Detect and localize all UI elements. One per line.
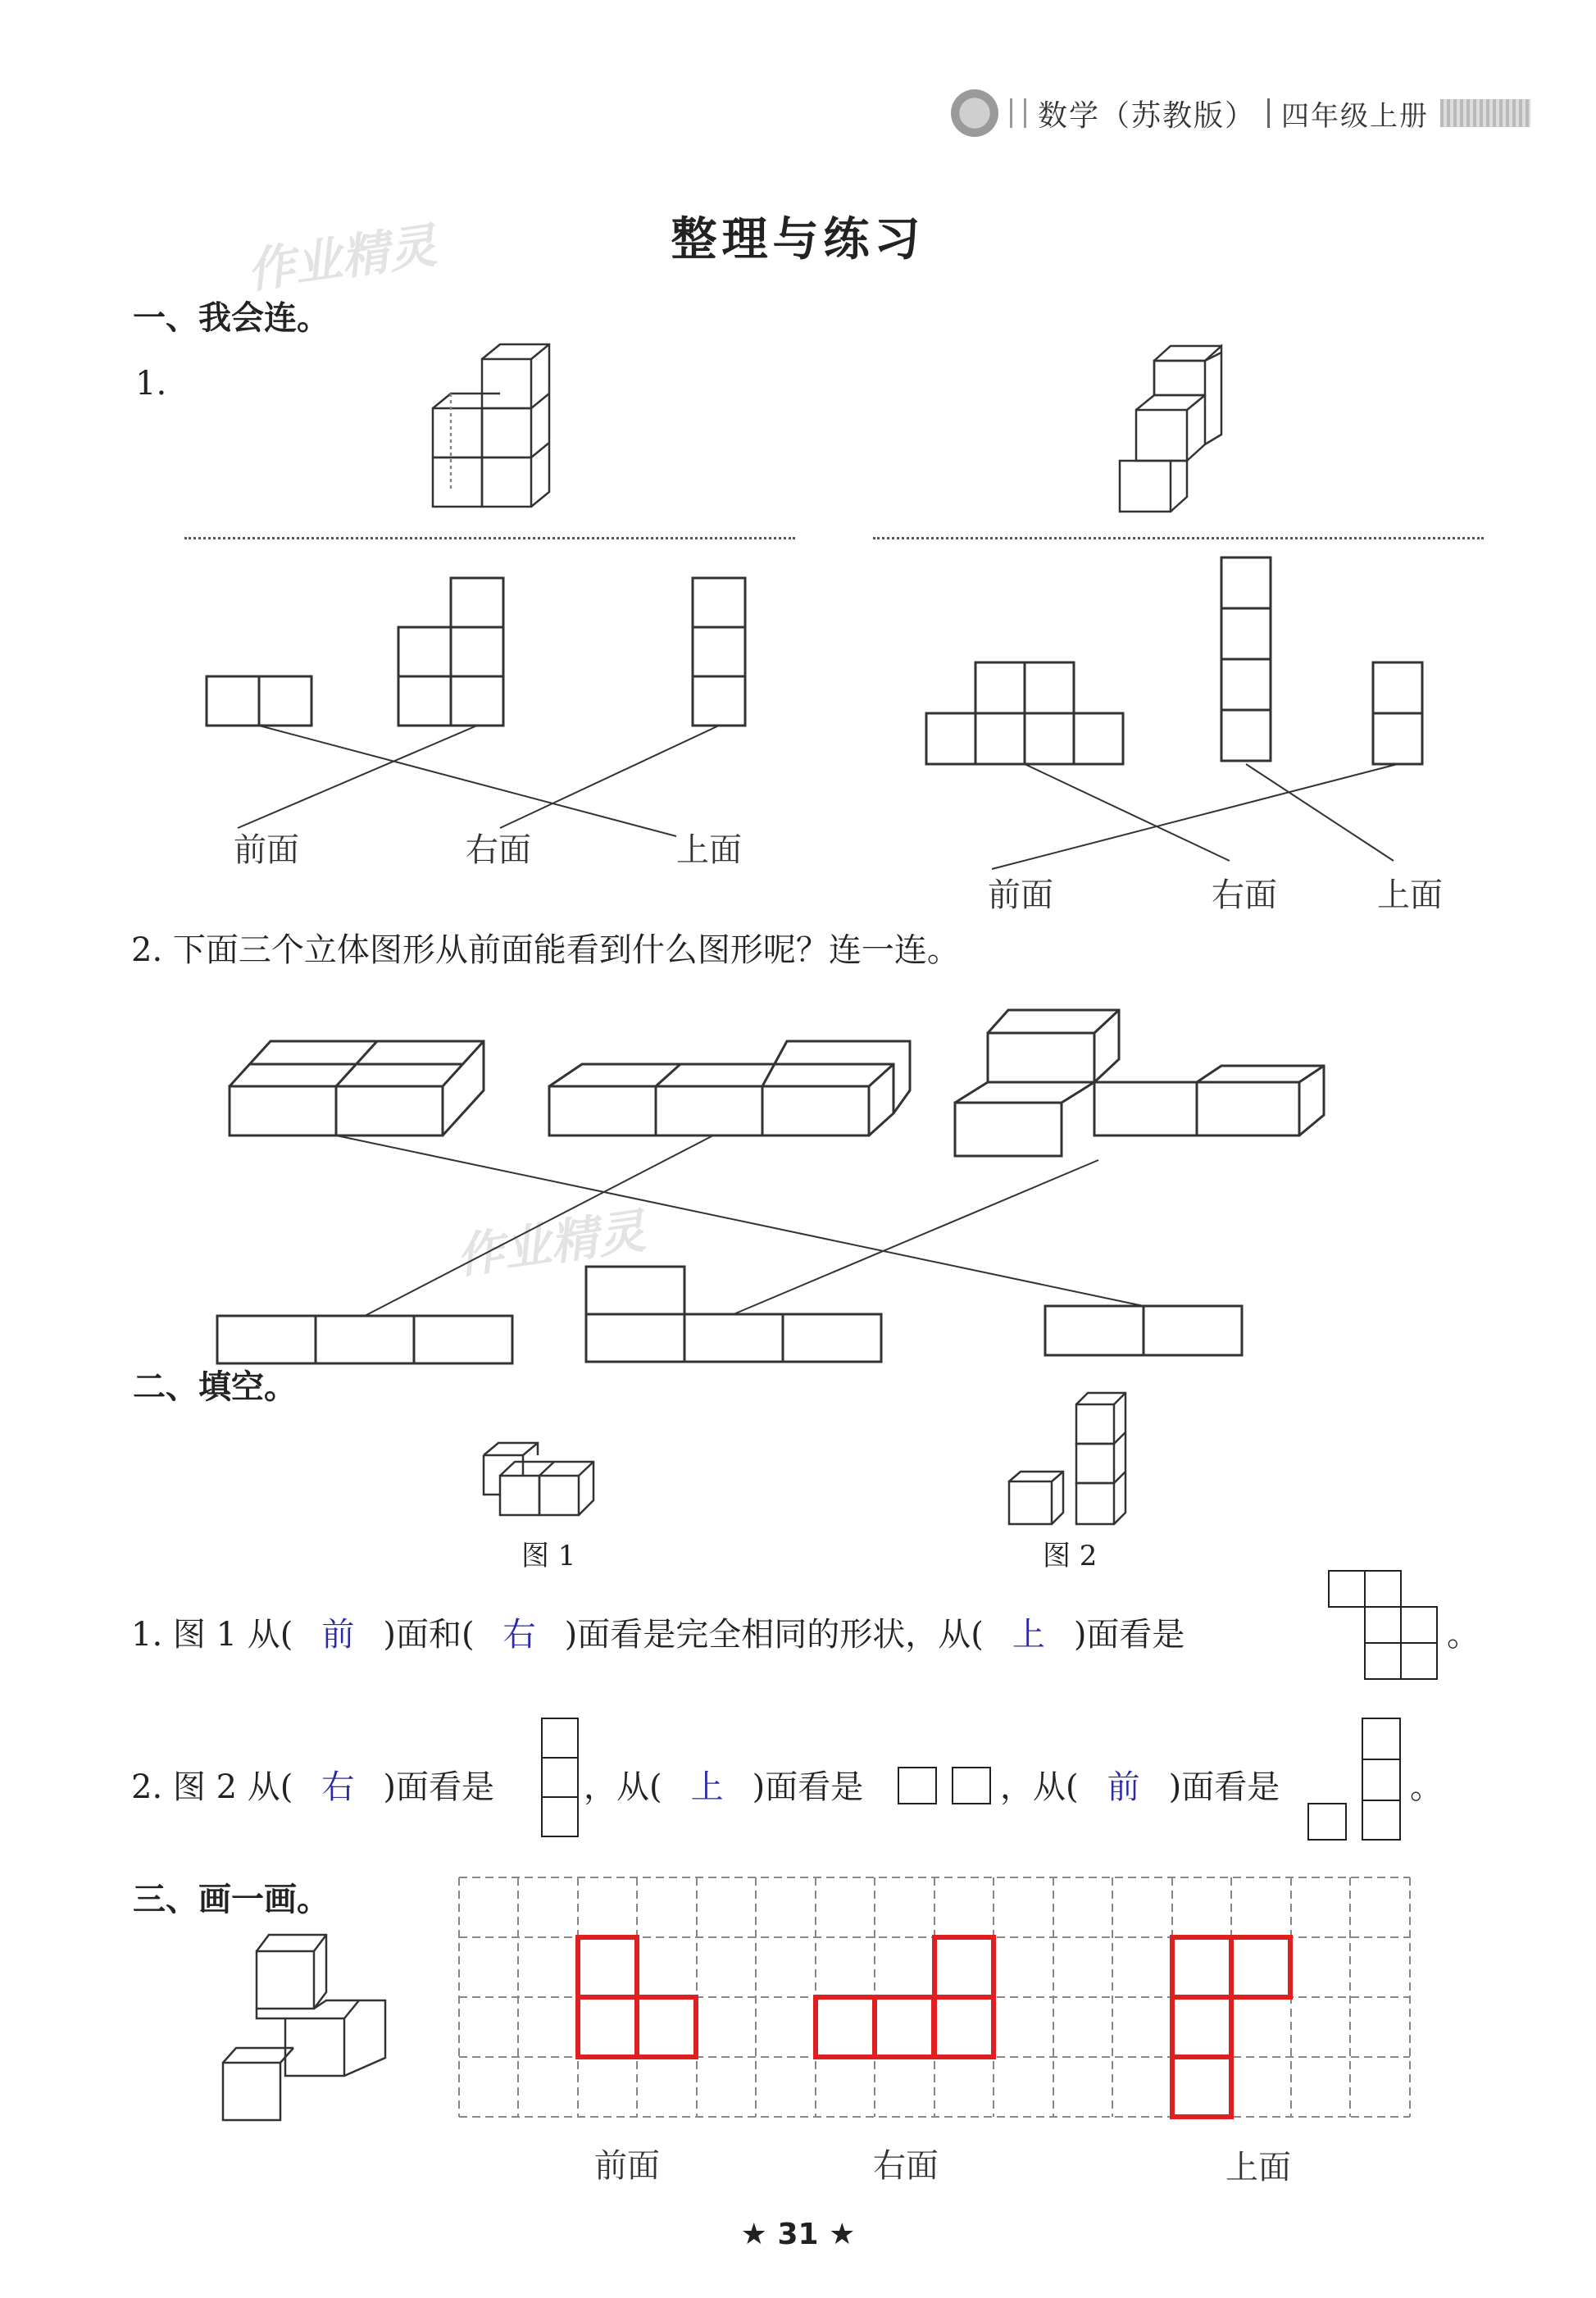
fill-q1-part3: )面看是完全相同的形状，从( [564,1616,984,1654]
sun-icon [951,89,998,137]
fill-q2-part2: )面看是 [383,1768,494,1806]
fill-q1-part1: 1. 图 1 从( [131,1616,293,1654]
page-header [951,89,1530,138]
header-subject: 数学（苏教版） [1037,98,1256,133]
label-right-left: 右面 [466,831,531,869]
fill-q1-answer3: 上 [1012,1616,1045,1654]
fill-q2-front-view-shape [1307,1718,1406,1841]
divider-bars [1010,98,1026,128]
page-title: 整理与练习 [671,213,925,266]
label-right-right: 右面 [1212,876,1277,914]
fill-q2-answer1: 右 [321,1768,355,1806]
fill-q2-b [584,1761,863,1808]
fill-q2-top-view-shape [898,1767,996,1808]
label-front-right: 前面 [988,876,1053,914]
fill-q1 [131,1609,1184,1655]
fill-q2-part4: )面看是 [752,1768,864,1806]
label-front-left: 前面 [234,831,299,869]
fill-q2-end: 。 [1410,1768,1443,1806]
watermark-top: 作业精灵 [243,217,440,299]
label-top-left: 上面 [676,831,742,869]
fill-q2-answer2: 上 [690,1768,724,1806]
label-top-right: 上面 [1377,876,1443,914]
dotted-divider-left [184,537,795,539]
fill-q2-right-view-shape [541,1718,582,1841]
header-separator [1267,98,1270,128]
figure-2 [1004,1390,1135,1529]
cube-figure-left [426,336,557,516]
fill-q1-end: 。 [1447,1616,1480,1654]
fill-q2-part3: ，从( [584,1768,662,1806]
figure-1-caption: 图 1 [521,1540,576,1572]
draw-label-front: 前面 [594,2147,660,2185]
fill-q2-part6: )面看是 [1168,1768,1280,1806]
dotted-divider-right [873,537,1484,539]
q1-number: 1. [135,365,167,403]
q2-text: 2. 下面三个立体图形从前面能看到什么图形呢？连一连。 [131,931,960,969]
fill-q1-answer2: 右 [502,1616,536,1654]
fill-q2-a [131,1761,494,1808]
figure-2-caption: 图 2 [1043,1540,1098,1572]
header-grade: 四年级上册 [1281,99,1429,133]
fill-q2-c [1000,1761,1280,1808]
figure-1 [484,1439,607,1529]
draw-label-right: 右面 [873,2147,939,2185]
section1-heading: 一、我会连。 [133,299,330,337]
fill-q2-part5: ，从( [1000,1768,1079,1806]
header-shade-bar [1440,99,1530,127]
fill-q1-top-view-shape [1328,1570,1443,1685]
view-shapes-right [918,549,1492,894]
section3-solid-figure [220,1927,392,2132]
solids-matching [189,984,1385,1377]
draw-label-top: 上面 [1225,2149,1291,2187]
fill-q1-part2: )面和( [383,1616,475,1654]
drawing-grid [459,1873,1410,2119]
cube-figure-right [1115,353,1238,516]
fill-q2-part1: 2. 图 2 从( [131,1768,293,1806]
section2-heading: 二、填空。 [133,1368,297,1406]
fill-q1-part4: )面看是 [1073,1616,1185,1654]
fill-q2-answer3: 前 [1107,1768,1140,1806]
watermark-middle: 作业精灵 [452,1203,649,1285]
fill-q1-answer1: 前 [321,1616,355,1654]
page-number: ★ 31 ★ [740,2218,856,2251]
section3-heading: 三、画一画。 [133,1881,330,1918]
